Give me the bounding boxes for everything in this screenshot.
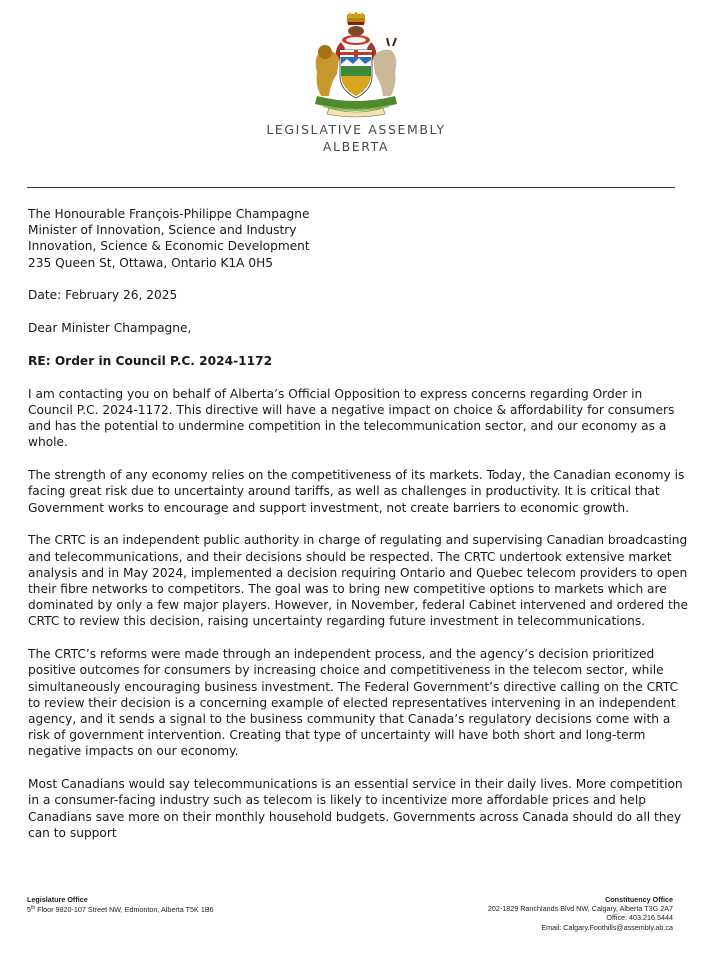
coat-of-arms-logo [303, 10, 409, 118]
lion-supporter-icon [316, 45, 339, 96]
salutation: Dear Minister Champagne, [28, 321, 192, 336]
header-divider [27, 187, 675, 188]
shield-icon [340, 50, 372, 98]
constituency-office-heading: Constituency Office [605, 895, 673, 904]
recipient-name: The Honourable François-Philippe Champagne [28, 207, 310, 221]
letter-body [28, 206, 688, 858]
legislature-office-address [27, 904, 214, 914]
constituency-address: 202-1829 Ranchlands Blvd NW, Calgary, Alberta T3G 2A7 [487, 904, 673, 914]
paragraph-2: The strength of any economy relies on the competitiveness of its markets. Today, the Canadian economy is facing great risk due to uncertainty around tariffs, as well as challenges in productivity. It is critical that Government works to encourage and support investment, not create barriers to economic growth. [28, 468, 685, 515]
constituency-email: Email: Calgary.Foothills@assembly.ab.ca [541, 922, 673, 932]
recipient-title: Minister of Innovation, Science and Industry [28, 223, 297, 238]
legislature-office-footer [27, 895, 214, 914]
letter-date: Date: February 26, 2025 [28, 288, 178, 303]
org-name-line2: ALBERTA [322, 139, 390, 154]
paragraph-3: The CRTC is an independent public authority in charge of regulating and supervising Canadian broadcasting and telecommunications, and their decisions should be respected. The CRTC undertook extensive market analysis and in May 2024, implemented a decision requiring Ontario and Quebec telecom providers to open their fibre networks to competitors. The goal was to bring new competitive options to markets which are dominated by only a few major players. However, in November, federal Cabinet intervened and ordered the CRTC to review this decision, raising uncertainty regarding future investment in telecommunications. [28, 533, 688, 629]
recipient-address-block [28, 206, 688, 271]
crown-icon [347, 11, 365, 25]
legislature-street-address: Floor 9820-107 Street NW, Edmonton, Alberta T5K 1B6 [35, 905, 214, 914]
org-name-line1: LEGISLATIVE ASSEMBLY [266, 122, 446, 137]
floor-number: 5 [27, 905, 31, 914]
constituency-phone: Office: 403.216.5444 [606, 913, 673, 923]
legislature-office-heading: Legislature Office [27, 895, 88, 904]
paragraph-5: Most Canadians would say telecommunications is an essential service in their daily lives. More competition in a consumer-facing industry such as telecom is likely to incentivize more affordable prices and help Canadians save more on their monthly household budgets. Governments across Canada should do all they can to support [28, 777, 683, 840]
recipient-address: 235 Queen St, Ottawa, Ontario K1A 0H5 [28, 255, 274, 270]
floor-suffix: th [31, 905, 36, 911]
subject-line: RE: Order in Council P.C. 2024-1172 [28, 354, 273, 368]
recipient-department: Innovation, Science & Economic Development [28, 239, 310, 254]
pronghorn-supporter-icon [373, 38, 396, 96]
constituency-office-footer [488, 895, 673, 932]
paragraph-4: The CRTC’s reforms were made through an independent process, and the agency’s decision prioritized positive outcomes for consumers by increasing choice and competitiveness in the telecom sector, while simultaneously encouraging business investment. The Federal Government’s directive calling on the CRTC to review their decision is a concerning example of elected representatives intervening in an independent agency, and it sends a signal to the business community that Canada’s regulatory decisions come with a risk of government intervention. Creating that type of uncertainty will have both short and long-term negative impacts on our economy. [28, 647, 678, 759]
paragraph-1: I am contacting you on behalf of Alberta’s Official Opposition to express concerns regarding Order in Council P.C. 2024-1172. This directive will have a negative impact on choice & affordability for consumers and has the potential to undermine competition in the telecommunication sector, and our economy as a whole. [28, 386, 675, 450]
